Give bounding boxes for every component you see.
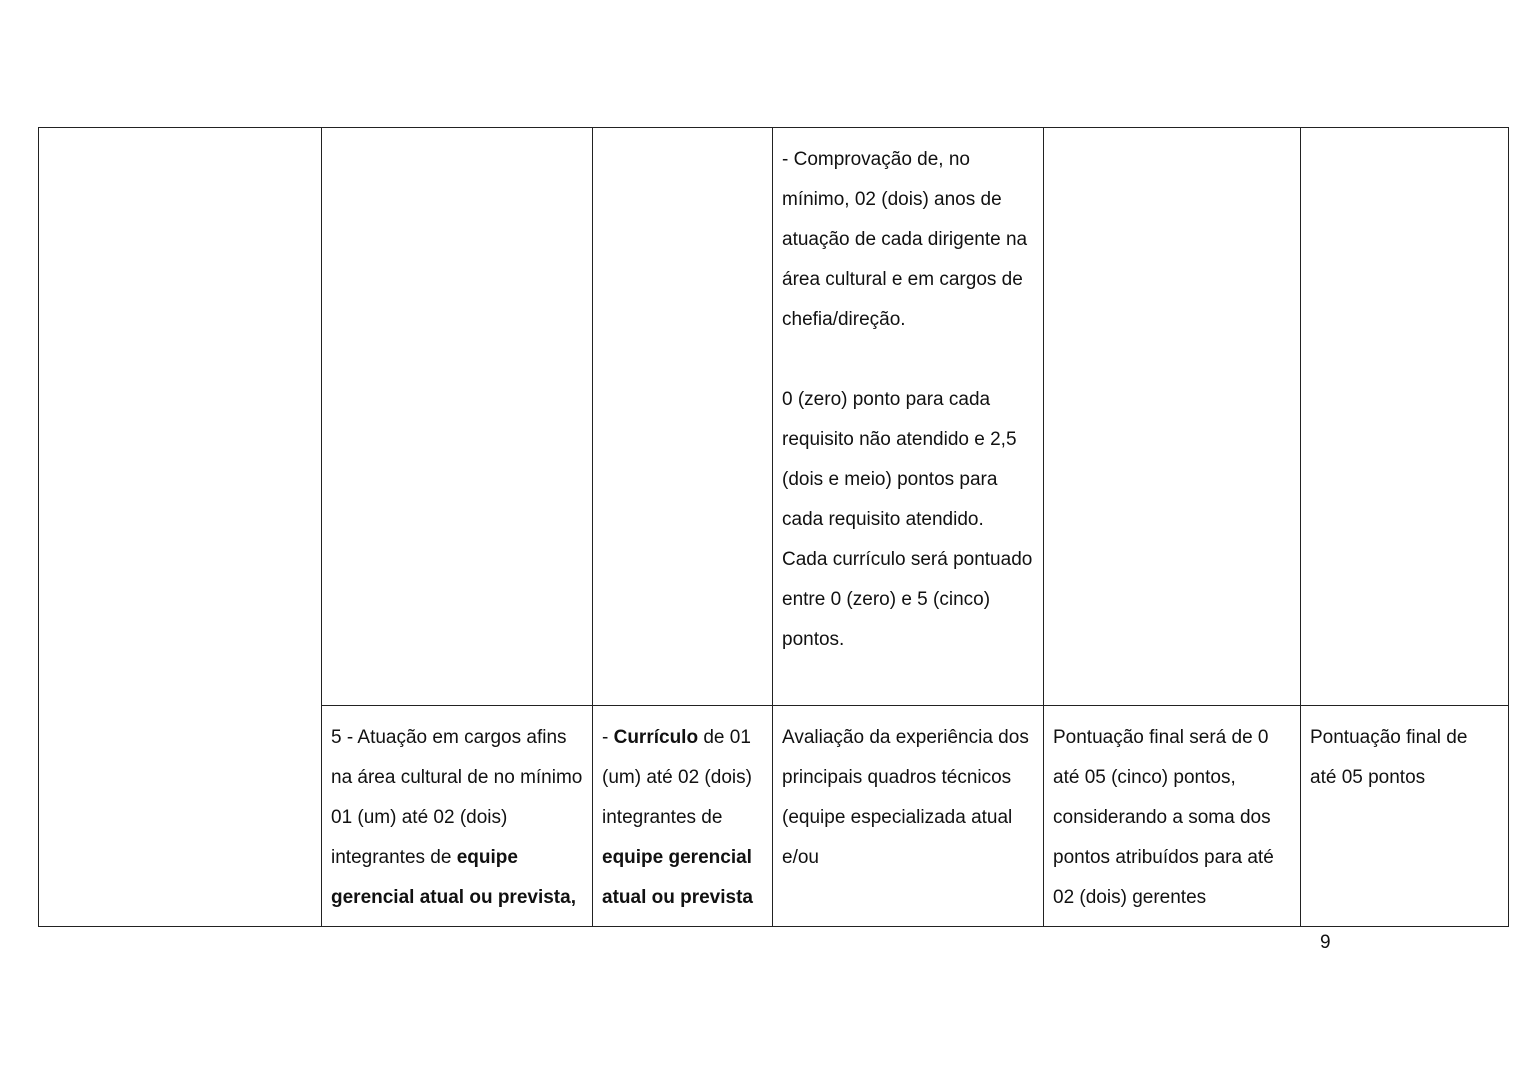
table-cell-avaliacao-cont: [773, 128, 1044, 706]
scoring-rule-text: 0 (zero) ponto para cada requisito não atendido e 2,5 (dois e meio) pontos para cada requisito atendido.: [782, 389, 1017, 530]
criterio-tail: ,: [570, 887, 576, 908]
table-cell-avaliacao: [773, 706, 1044, 927]
table-row: [39, 128, 1509, 706]
table-cell-documento-cont: [593, 128, 773, 706]
documento-prefix: -: [602, 727, 614, 748]
documento-bold-equipe: equipe gerencial atual ou prevista: [602, 847, 753, 908]
documento-text: de 01 (um) até 02 (dois) integrantes de: [602, 727, 752, 828]
table-cell-criterio: [322, 706, 593, 927]
table-cell-maxima: [1301, 706, 1509, 927]
curriculum-score-text: Cada currículo será pontuado entre 0 (zero) e 5 (cinco) pontos.: [782, 549, 1033, 650]
pontuacao-maxima-text: Pontuação final de até 05 pontos: [1310, 727, 1468, 788]
paragraph-gap: [782, 340, 1034, 380]
avaliacao-text: Avaliação da experiência dos principais quadros técnicos (equipe especializada atual e/ou: [782, 727, 1029, 868]
table-cell-pontuacao-cont: [1044, 128, 1301, 706]
documento-bold-curriculo: Currículo: [613, 727, 699, 748]
table-cell-criterio-cont: [322, 128, 593, 706]
table-cell-maxima-cont: [1301, 128, 1509, 706]
table-cell-group: [39, 128, 322, 927]
table-cell-documento: [593, 706, 773, 927]
page-number: 9: [1320, 932, 1331, 953]
comprovacao-text: - Comprovação de, no mínimo, 02 (dois) anos de atuação de cada dirigente na área cultural e em cargos de chefia/direção.: [782, 149, 1028, 330]
criteria-table: [38, 127, 1509, 927]
table-cell-pontuacao: [1044, 706, 1301, 927]
criterio-text: 5 - Atuação em cargos afins na área cultural de no mínimo 01 (um) até 02 (dois) integrantes de: [331, 727, 583, 868]
criterio-bold-text: equipe gerencial atual ou prevista: [331, 847, 571, 908]
pontuacao-text: Pontuação final será de 0 até 05 (cinco) pontos, considerando a soma dos pontos atribuídos para até 02 (dois) gerentes: [1053, 727, 1274, 908]
